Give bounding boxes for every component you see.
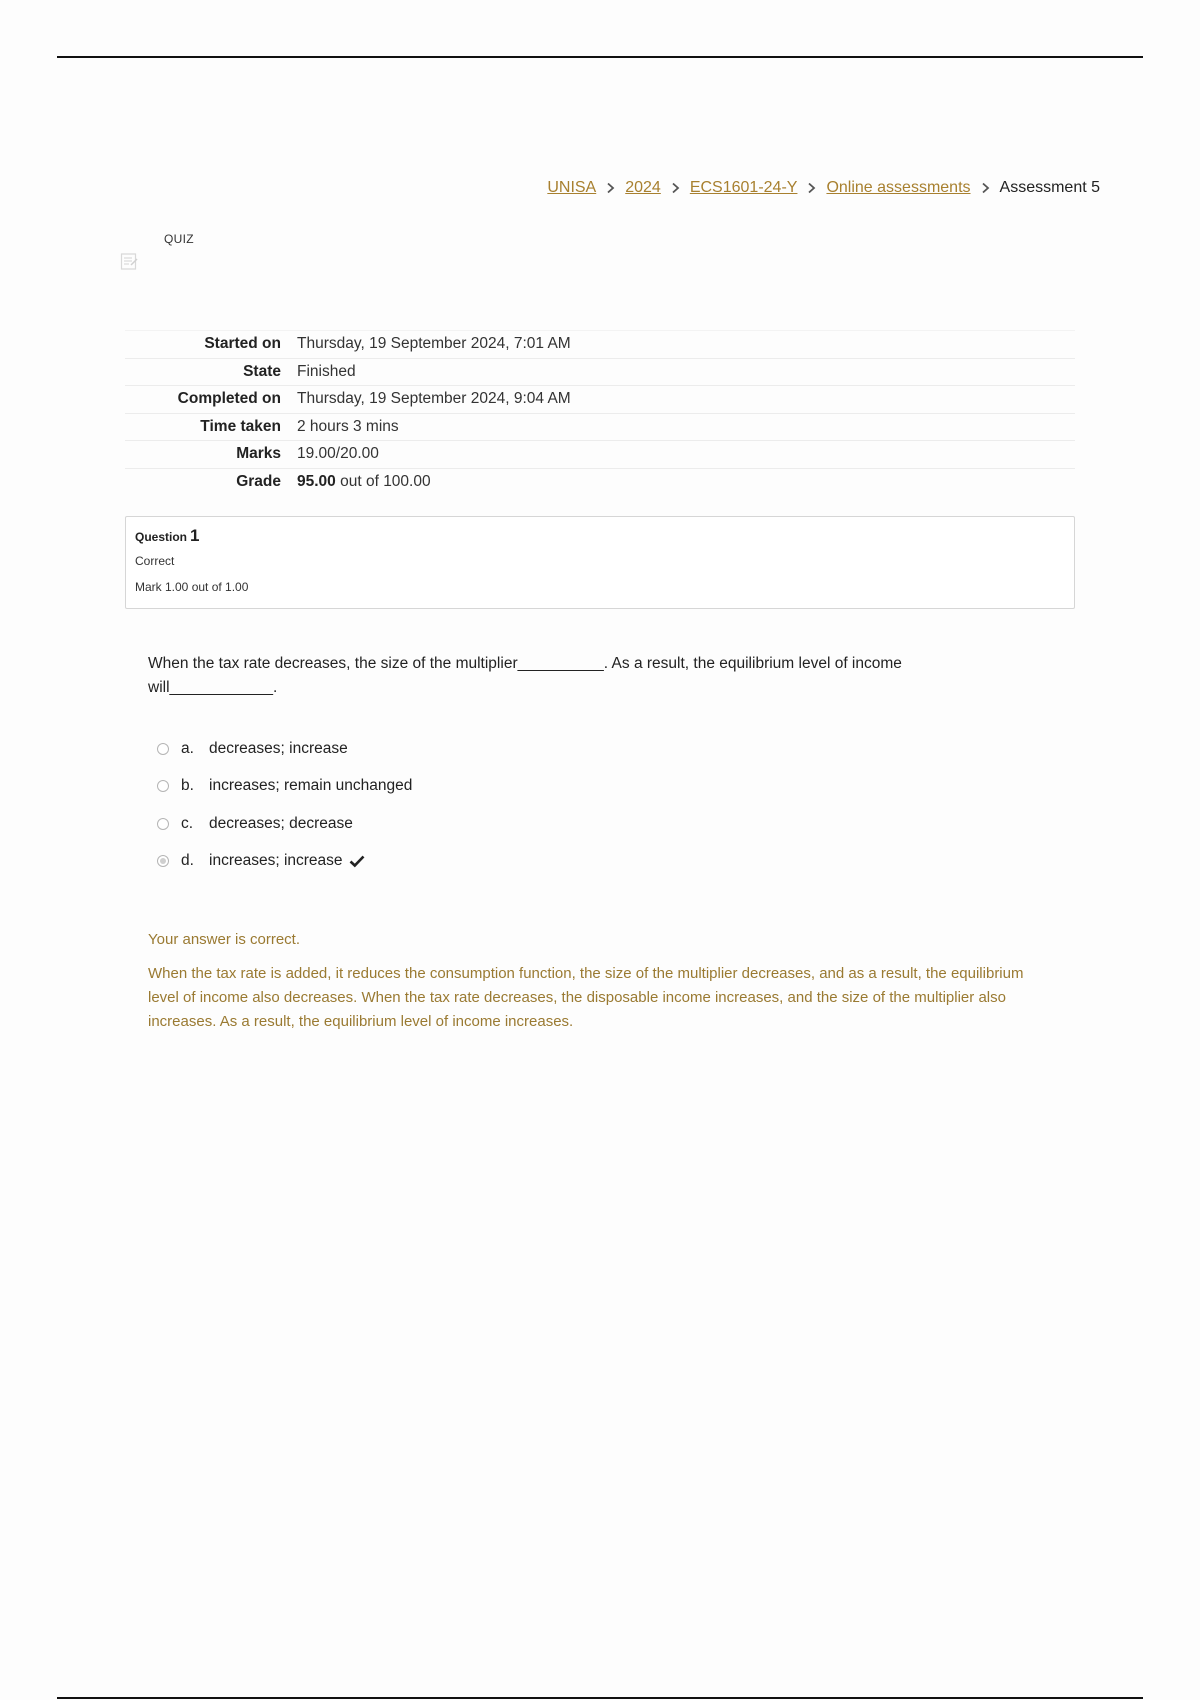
summary-value: Thursday, 19 September 2024, 7:01 AM <box>297 335 571 353</box>
summary-label: Marks <box>236 445 281 463</box>
summary-row-grade <box>125 468 1075 496</box>
radio-button-selected[interactable] <box>157 855 169 867</box>
grade-out-of: out of 100.00 <box>335 473 431 490</box>
answer-text: increases; remain unchanged <box>209 777 413 795</box>
answer-option-d[interactable] <box>157 843 412 881</box>
breadcrumb-link-unisa[interactable]: UNISA <box>547 179 597 196</box>
attempt-summary-table <box>125 330 1075 496</box>
summary-value: Thursday, 19 September 2024, 9:04 AM <box>297 390 571 408</box>
question-text <box>148 652 948 700</box>
feedback-section <box>148 928 1038 1044</box>
answer-text: decreases; decrease <box>209 814 353 832</box>
chevron-right-icon <box>981 182 990 194</box>
question-info-box <box>125 516 1075 609</box>
summary-value: 2 hours 3 mins <box>297 417 399 435</box>
summary-label: Grade <box>236 473 281 490</box>
summary-row-marks <box>125 441 1075 469</box>
question-text-line: will____________. <box>148 679 278 696</box>
summary-row-state <box>125 358 1075 386</box>
check-icon <box>349 854 365 868</box>
radio-button[interactable] <box>157 780 169 792</box>
chevron-right-icon <box>807 182 816 194</box>
question-state: Correct <box>135 554 175 568</box>
summary-label: Started on <box>204 335 281 353</box>
radio-button[interactable] <box>157 818 169 830</box>
summary-label: Completed on <box>177 390 281 408</box>
answer-letter: c. <box>181 814 194 832</box>
answer-option-a[interactable] <box>157 730 412 768</box>
grade-value: 95.00 <box>297 473 336 490</box>
summary-value: Finished <box>297 362 356 380</box>
breadcrumb-link-course[interactable]: ECS1601-24-Y <box>689 179 798 196</box>
answer-letter: a. <box>181 739 194 757</box>
quiz-icon <box>120 252 140 272</box>
question-text-line: When the tax rate decreases, the size of the multiplier__________. As a result, the equilibrium level of income <box>148 655 902 672</box>
question-number-value: 1 <box>190 526 200 545</box>
answer-option-c[interactable] <box>157 805 412 843</box>
summary-label: Time taken <box>200 417 281 435</box>
chevron-right-icon <box>671 182 680 194</box>
page-bottom-rule <box>57 1697 1143 1699</box>
breadcrumb-link-online-assessments[interactable]: Online assessments <box>826 179 971 196</box>
question-label: Question <box>135 530 188 544</box>
breadcrumb <box>547 179 1100 197</box>
breadcrumb-link-year[interactable]: 2024 <box>625 179 661 196</box>
summary-row-time-taken <box>125 413 1075 441</box>
page-top-rule <box>57 56 1143 58</box>
answer-letter: b. <box>181 777 194 795</box>
activity-type-label: QUIZ <box>164 232 194 246</box>
answer-text: decreases; increase <box>209 739 348 757</box>
summary-value <box>297 468 1075 496</box>
answer-text: increases; increase <box>209 852 343 870</box>
feedback-general: When the tax rate is added, it reduces the consumption function, the size of the multiplier decreases, and as a result, the equilibrium level of income also decreases. When the tax rate decreases, the disposable income increases, and the size of the multiplier also increases. As a result, the equilibrium level of income increases. <box>148 965 1024 1030</box>
question-number <box>135 526 1065 546</box>
breadcrumb-current: Assessment 5 <box>999 179 1100 196</box>
summary-label: State <box>243 362 281 380</box>
answer-letter: d. <box>181 852 194 870</box>
summary-row-started <box>125 331 1075 359</box>
question-mark: Mark 1.00 out of 1.00 <box>135 580 249 594</box>
radio-button[interactable] <box>157 743 169 755</box>
answer-options <box>157 730 412 880</box>
answer-option-b[interactable] <box>157 768 412 806</box>
summary-value: 19.00/20.00 <box>297 445 379 463</box>
feedback-correctness: Your answer is correct. <box>148 931 301 948</box>
chevron-right-icon <box>606 182 615 194</box>
summary-row-completed <box>125 386 1075 414</box>
